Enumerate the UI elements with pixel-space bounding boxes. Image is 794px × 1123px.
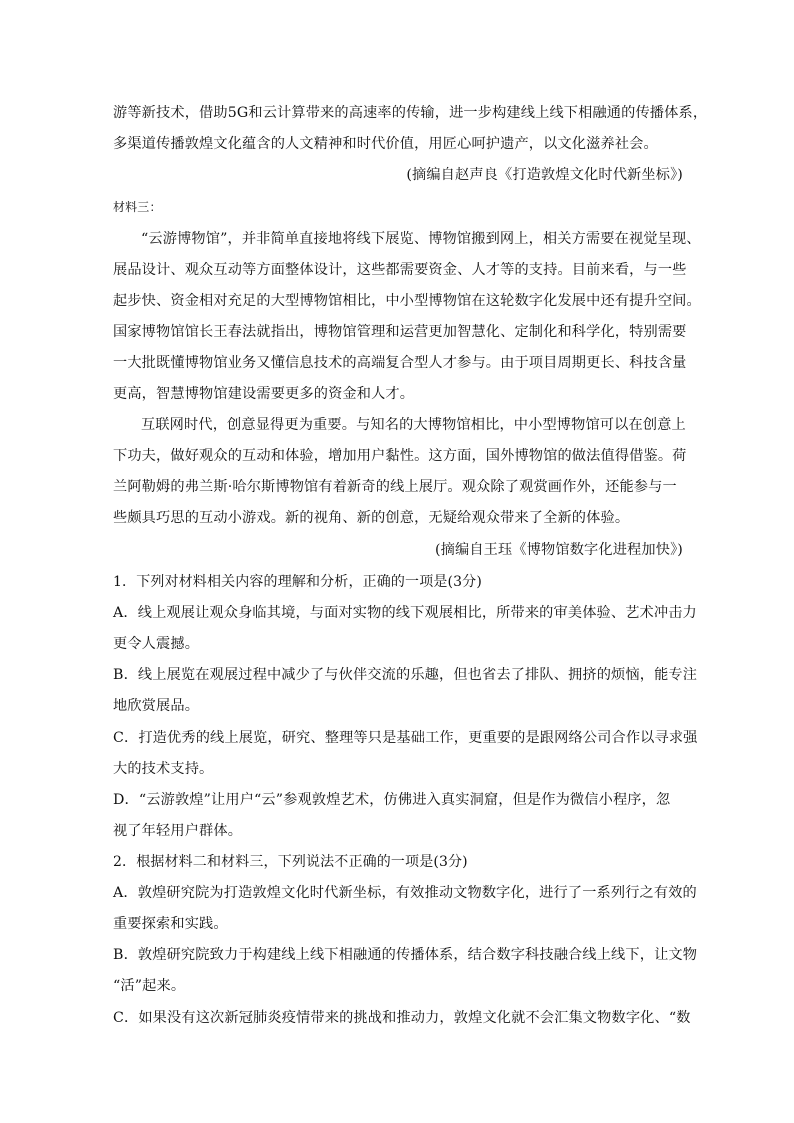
question-stem: 2．根据材料二和材料三，下列说法不正确的一项是(3分) — [113, 854, 468, 870]
paragraph-line: 些颇具巧思的互动小游戏。新的视角、新的创意，无疑给观众带来了全新的体验。 — [113, 510, 630, 526]
option-c-line: C．如果没有这次新冠肺炎疫情带来的挑战和推动力，敦煌文化就不会汇集文物数字化、“数 — [113, 1010, 691, 1026]
option-b-line: B．敦煌研究院致力于构建线上线下相融通的传播体系，结合数字科技融合线上线下，让文物 — [113, 947, 698, 963]
section-title: 材料三： — [113, 200, 162, 214]
paragraph-line: “云游博物馆”，并非简单直接地将线下展览、博物馆搬到网上，相关方需要在视觉呈现、 — [141, 231, 701, 247]
option-a-line: 重要探索和实践。 — [113, 916, 228, 932]
option-a-line: 更令人震撼。 — [113, 636, 200, 652]
option-d-line: D．“云游敦煌”让用户“云”参观敦煌艺术，仿佛进入真实洞窟，但是作为微信小程序，忽 — [113, 792, 671, 808]
paragraph-line: 下功夫，做好观众的互动和体验，增加用户黏性。这方面，国外博物馆的做法值得借鉴。荷 — [113, 448, 687, 464]
option-c-line: 大的技术支持。 — [113, 761, 214, 777]
citation: (摘编自赵声良《打造敦煌文化时代新坐标》) — [406, 167, 683, 183]
option-a-line: A．线上观展让观众身临其境，与面对实物的线下观展相比，所带来的审美体验、艺术冲击力 — [113, 605, 697, 621]
paragraph-line: 多渠道传播敦煌文化蕴含的人文精神和时代价值，用匠心呵护遗产，以文化滋养社会。 — [113, 136, 658, 152]
option-b-line: B．线上展览在观展过程中减少了与伙伴交流的乐趣，但也省去了排队、拥挤的烦恼，能专注 — [113, 667, 698, 683]
paragraph-line: 更高，智慧博物馆建设需要更多的资金和人才。 — [113, 386, 415, 402]
citation: (摘编自王珏《博物馆数字化进程加快》) — [434, 542, 683, 558]
option-c-line: C．打造优秀的线上展览，研究、整理等只是基础工作，更重要的是跟网络公司合作以寻求强 — [113, 730, 698, 746]
paragraph-line: 国家博物馆馆长王春法就指出，博物馆管理和运营更加智慧化、定制化和科学化，特别需要 — [113, 324, 687, 340]
option-b-line: “活”起来。 — [113, 978, 186, 994]
option-b-line: 地欣赏展品。 — [113, 698, 200, 714]
option-d-line: 视了年轻用户群体。 — [113, 823, 243, 839]
paragraph-line: 兰阿勒姆的弗兰斯·哈尔斯博物馆有着新奇的线上展厅。观众除了观赏画作外，还能参与一 — [113, 479, 677, 495]
paragraph-line: 一大批既懂博物馆业务又懂信息技术的高端复合型人才参与。由于项目周期更长、科技含量 — [113, 355, 687, 371]
paragraph-line: 起步快、资金相对充足的大型博物馆相比，中小型博物馆在这轮数字化发展中还有提升空间。 — [113, 293, 701, 309]
question-stem: 1．下列对材料相关内容的理解和分析，正确的一项是(3分) — [113, 574, 482, 590]
option-a-line: A．敦煌研究院为打造敦煌文化时代新坐标，有效推动文物数字化，进行了一系列行之有效的 — [113, 885, 697, 901]
paragraph-line: 互联网时代，创意显得更为重要。与知名的大博物馆相比，中小型博物馆可以在创意上 — [141, 417, 686, 433]
paragraph-line: 展品设计、观众互动等方面整体设计，这些都需要资金、人才等的支持。目前来看，与一些 — [113, 262, 687, 278]
paragraph-line: 游等新技术，借助5G和云计算带来的高速率的传输，进一步构建线上线下相融通的传播体系， — [113, 105, 708, 121]
